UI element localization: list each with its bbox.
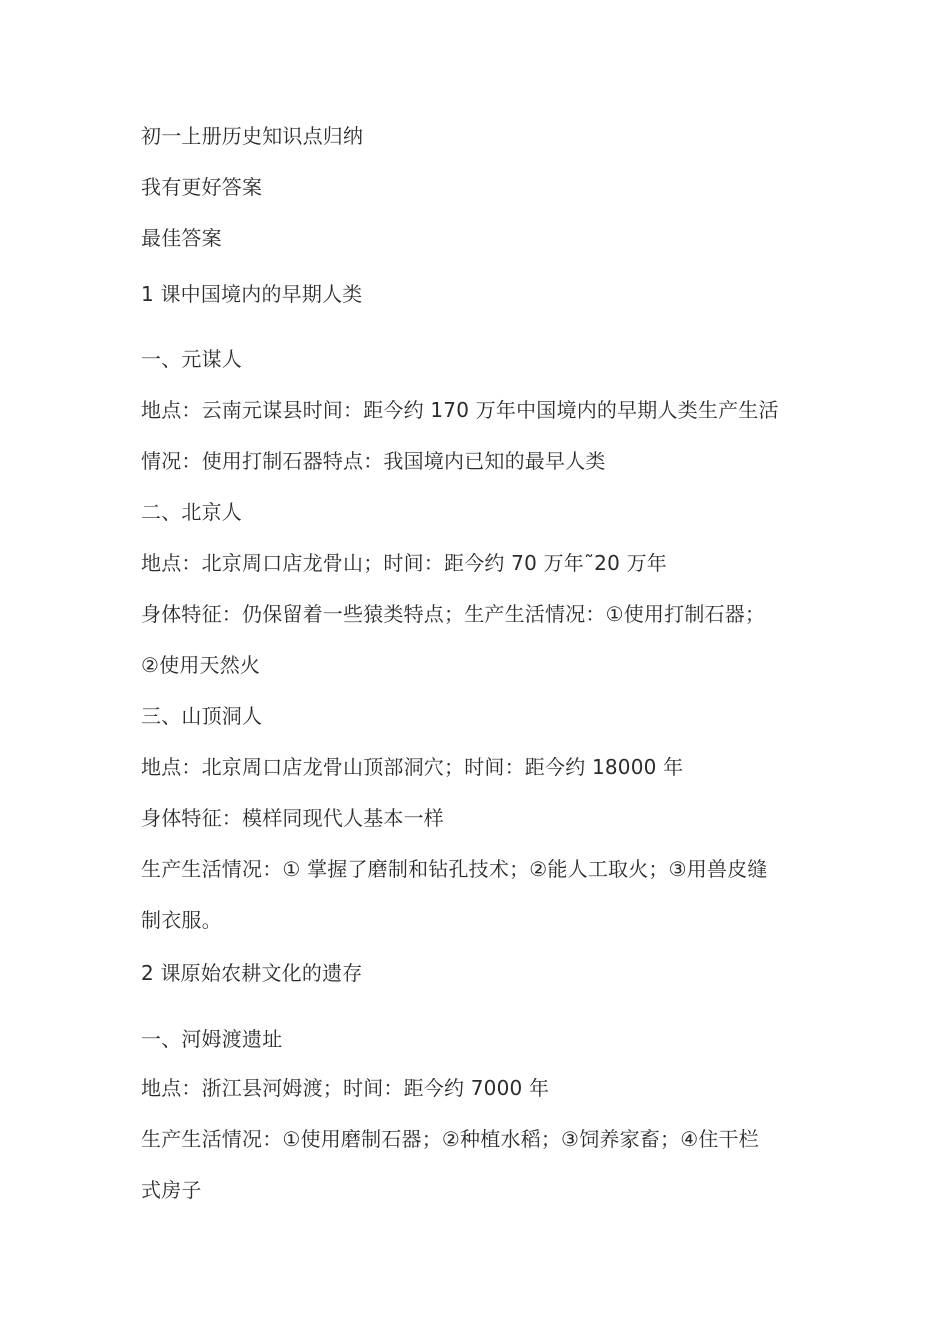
text-line: 生产生活情况：① 掌握了磨制和钻孔技术；②能人工取火；③用兽皮缝 (141, 857, 768, 881)
section-yuanmou-heading: 一、元谋人 (141, 347, 242, 371)
text-line: 生产生活情况：①使用磨制石器；②种植水稻；③饲养家畜；④住干栏 (141, 1127, 759, 1151)
better-answer-link[interactable]: 我有更好答案 (141, 175, 263, 199)
section-hemudu-heading: 一、河姆渡遗址 (141, 1027, 283, 1051)
best-answer-heading: 最佳答案 (141, 226, 222, 250)
lesson-2-heading: 2 课原始农耕文化的遗存 (141, 961, 363, 985)
text-line: 情况：使用打制石器特点：我国境内已知的最早人类 (141, 449, 606, 473)
text-line: ②使用天然火 (141, 653, 261, 677)
text-line: 地点：浙江县河姆渡；时间：距今约 7000 年 (141, 1076, 550, 1100)
text-line: 制衣服。 (141, 908, 222, 932)
text-line: 地点：北京周口店龙骨山顶部洞穴；时间：距今约 18000 年 (141, 755, 684, 779)
section-shandingdong-heading: 三、山顶洞人 (141, 704, 263, 728)
text-line: 身体特征：模样同现代人基本一样 (141, 806, 444, 830)
section-beijing-heading: 二、北京人 (141, 500, 242, 524)
document-title: 初一上册历史知识点归纳 (141, 124, 364, 148)
text-line: 身体特征：仍保留着一些猿类特点；生产生活情况：①使用打制石器； (141, 602, 766, 626)
text-line: 式房子 (141, 1178, 202, 1202)
text-line: 地点：北京周口店龙骨山；时间：距今约 70 万年˜20 万年 (141, 551, 667, 575)
text-line: 地点：云南元谋县时间：距今约 170 万年中国境内的早期人类生产生活 (141, 398, 779, 422)
lesson-1-heading: 1 课中国境内的早期人类 (141, 282, 363, 306)
